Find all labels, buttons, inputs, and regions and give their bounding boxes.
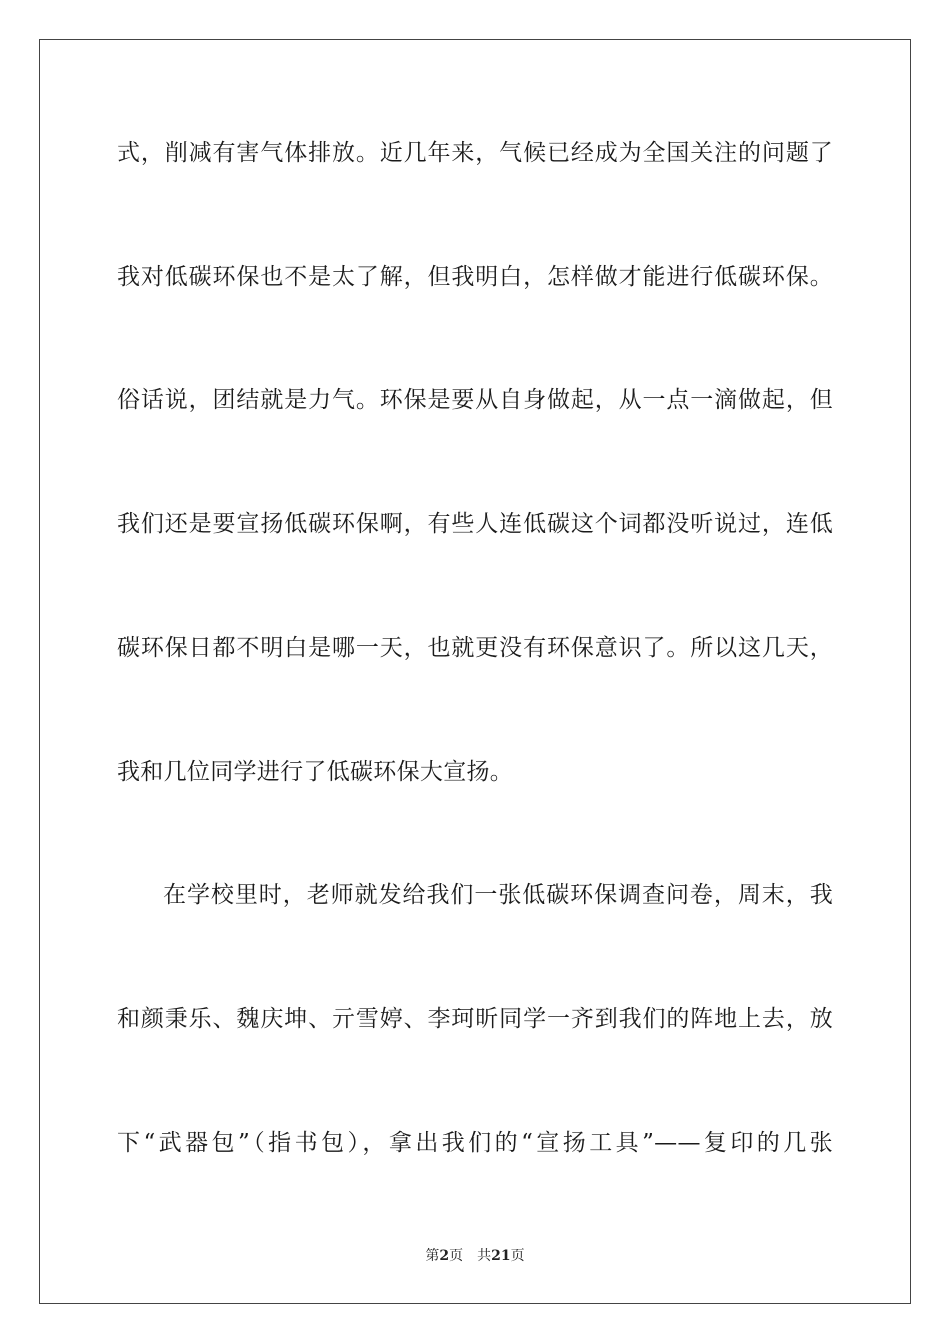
body-line-7-paragraph-start: 在学校里时，老师就发给我们一张低碳环保调查问卷，周末，我	[163, 882, 833, 908]
body-line-2: 我对低碳环保也不是太了解，但我明白，怎样做才能进行低碳环保。	[117, 264, 833, 290]
body-line-3: 俗话说，团结就是力气。环保是要从自身做起，从一点一滴做起，但	[117, 387, 833, 413]
total-pages: 21	[491, 1248, 511, 1264]
page-footer	[0, 1246, 950, 1266]
body-line-5: 碳环保日都不明白是哪一天，也就更没有环保意识了。所以这几天，	[117, 635, 833, 661]
page-border	[39, 39, 911, 1304]
total-prefix: 共	[477, 1248, 492, 1264]
page-number: 2	[439, 1248, 450, 1264]
body-line-4: 我们还是要宣扬低碳环保啊，有些人连低碳这个词都没听说过，连低	[117, 511, 833, 537]
body-line-1: 式，削减有害气体排放。近几年来，气候已经成为全国关注的问题了	[117, 140, 833, 166]
total-suffix: 页	[510, 1248, 525, 1264]
page-prefix: 第	[425, 1248, 440, 1264]
body-line-9: 下“武器包”（指书包），拿出我们的“宣扬工具”——复印的几张	[117, 1130, 833, 1156]
page-suffix: 页	[449, 1248, 464, 1264]
body-line-8: 和颜秉乐、魏庆坤、亓雪婷、李珂昕同学一齐到我们的阵地上去，放	[117, 1006, 833, 1032]
body-line-6: 我和几位同学进行了低碳环保大宣扬。	[117, 759, 514, 785]
